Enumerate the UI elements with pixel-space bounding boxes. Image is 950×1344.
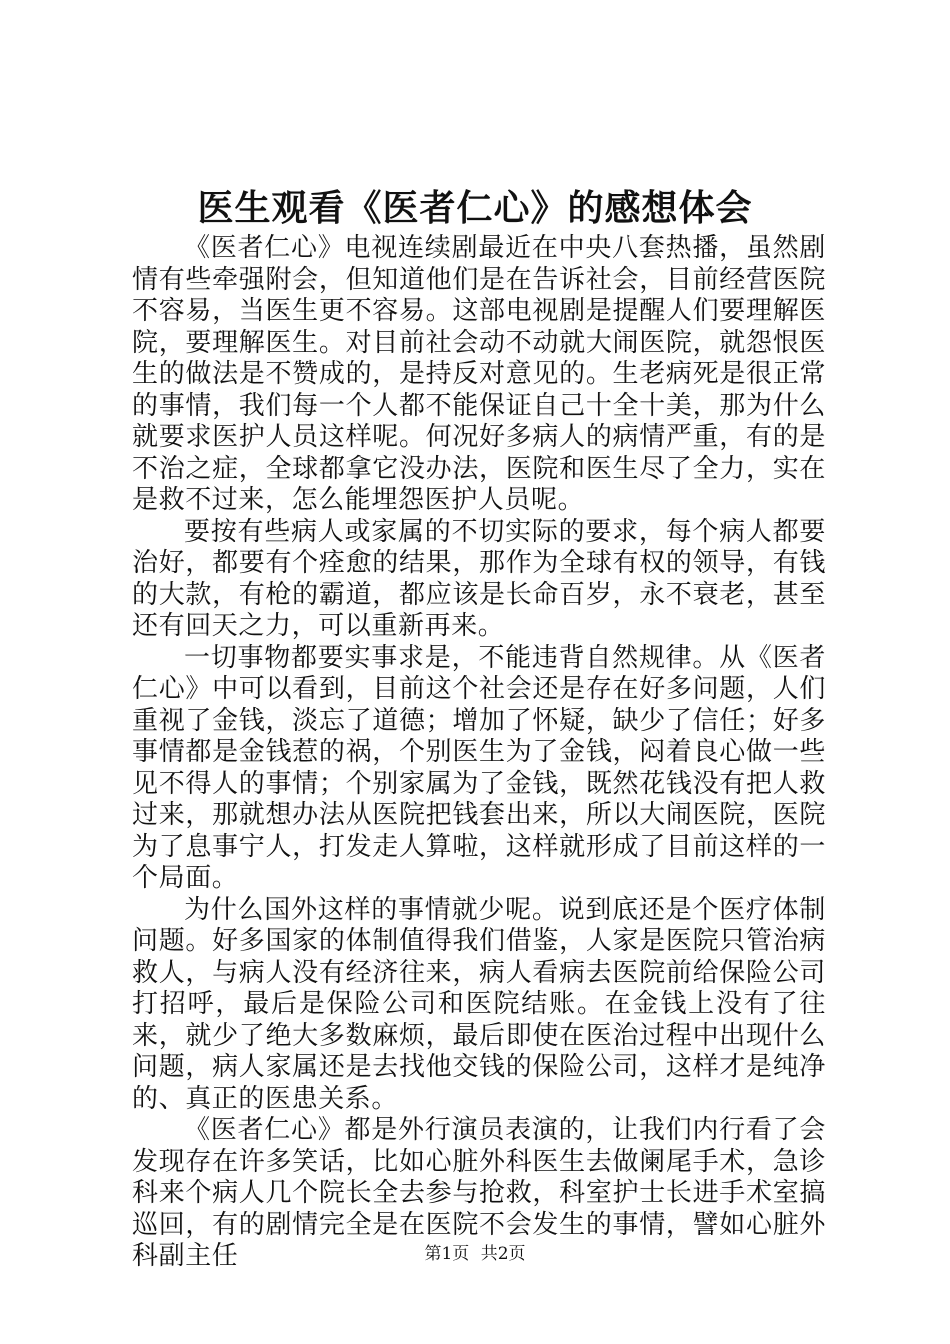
paragraph-1: 《医者仁心》电视连续剧最近在中央八套热播，虽然剧情有些牵强附会，但知道他们是在告诉社会，目前经营医院不容易，当医生更不容易。这部电视剧是提醒人们要理解医院，要理解医生。对目前社会动不动就大闹医院，就怨恨医生的做法是不赞成的，是持反对意见的。生老病死是很正常的事情，我们每一个人都不能保证自己十全十美，那为什么就要求医护人员这样呢。何况好多病人的病情严重，有的是不治之症，全球都拿它没办法，医院和医生尽了全力，实在是救不过来，怎么能埋怨医护人员呢。 bbox=[132, 233, 826, 515]
page-number: 第1页 bbox=[424, 1244, 470, 1264]
paragraph-2: 要按有些病人或家属的不切实际的要求，每个病人都要治好，都要有个痊愈的结果，那作为全球有权的领导，有钱的大款，有枪的霸道，都应该是长命百岁，永不衰老，甚至还有回天之力，可以重新再来。 bbox=[132, 516, 826, 641]
paragraph-5: 《医者仁心》都是外行演员表演的，让我们内行看了会发现存在许多笑话，比如心脏外科医生去做阑尾手术，急诊科来个病人几个院长全去参与抢救，科室护士长进手术室搞巡回，有的剧情完全是在医院不会发生的事情，譬如心脏外科副主任 bbox=[132, 1115, 826, 1271]
paragraph-3: 一切事物都要实事求是，不能违背自然规律。从《医者仁心》中可以看到，目前这个社会还是存在好多问题，人们重视了金钱，淡忘了道德；增加了怀疑，缺少了信任；好多事情都是金钱惹的祸，个别医生为了金钱，闷着良心做一些见不得人的事情；个别家属为了金钱，既然花钱没有把人救过来，那就想办法从医院把钱套出来，所以大闹医院，医院为了息事宁人，打发走人算啦，这样就形成了目前这样的一个局面。 bbox=[132, 642, 826, 893]
page-footer bbox=[0, 1243, 950, 1265]
paragraph-4: 为什么国外这样的事情就少呢。说到底还是个医疗体制问题。好多国家的体制值得我们借鉴，人家是医院只管治病救人，与病人没有经济往来，病人看病去医院前给保险公司打招呼，最后是保险公司和医院结账。在金钱上没有了往来，就少了绝大多数麻烦，最后即使在医治过程中出现什么问题，病人家属还是去找他交钱的保险公司，这样才是纯净的、真正的医患关系。 bbox=[132, 894, 826, 1114]
document-body bbox=[132, 233, 826, 1273]
document-title: 医生观看《医者仁心》的感想体会 bbox=[197, 187, 753, 229]
page-total: 共2页 bbox=[480, 1244, 526, 1264]
